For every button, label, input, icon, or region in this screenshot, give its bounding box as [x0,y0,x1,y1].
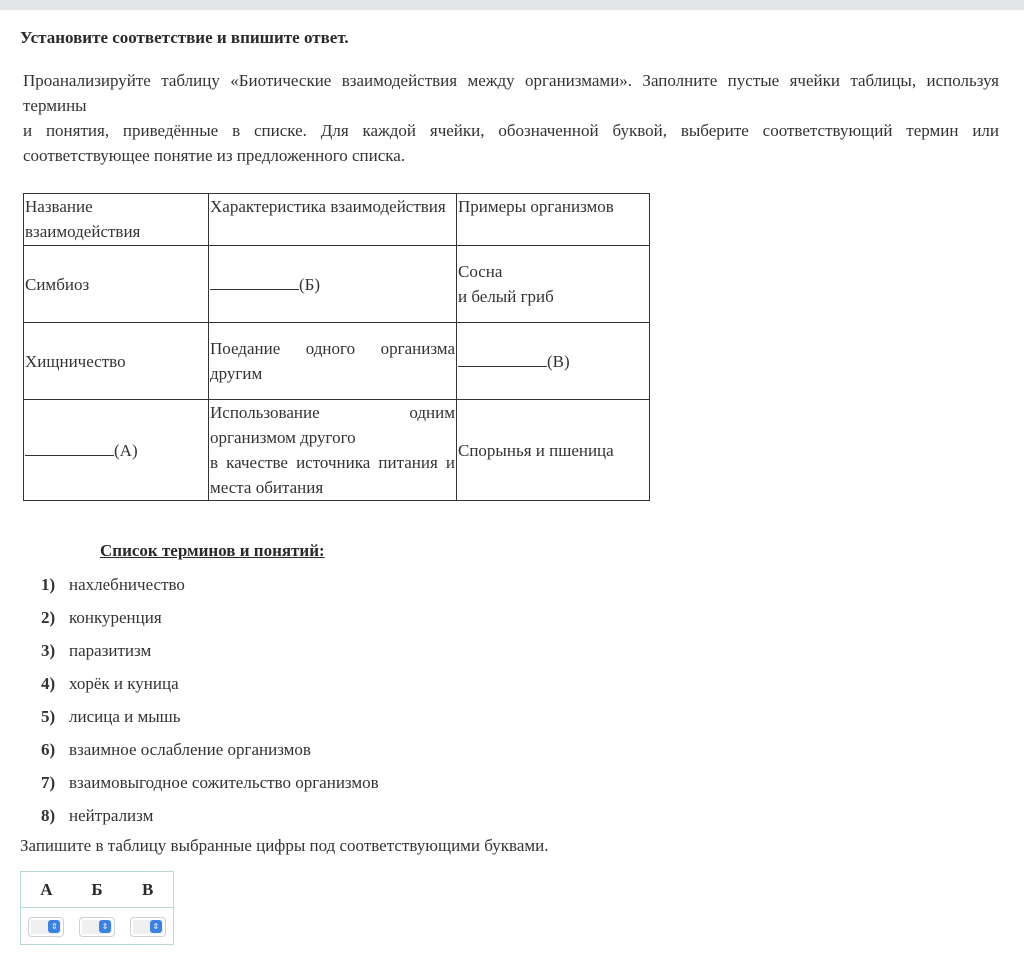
blank-line [25,437,114,456]
term-text: хорёк и куница [69,674,179,693]
header-name: Название взаимодействия [24,194,209,246]
intro-line-3: и понятия, приведённые в списке. Для каждой ячейки, обозначенной буквой, выберите соответствующий термин или [23,121,999,140]
list-item [41,638,379,671]
row2-examples [457,323,650,400]
answer-instruction: Запишите в таблицу выбранные цифры под соответствующими буквами. [20,836,549,855]
list-item [41,671,379,704]
term-text: взаимное ослабление организмов [69,740,311,759]
table-row [24,323,650,400]
answer-select-a[interactable] [28,917,64,937]
answer-letter-v: В [142,879,154,899]
top-bar [0,0,1024,10]
row1-name: Симбиоз [24,246,209,323]
list-item [41,803,379,836]
term-text: взаимовыгодное сожительство организмов [69,773,379,792]
answer-letter-a: А [40,879,53,899]
term-number: 7) [41,773,56,792]
task-intro [23,68,999,168]
intro-line-2: термины [23,96,87,115]
term-number: 2) [41,608,56,627]
term-text: нахлебничество [69,575,185,594]
row2-characteristic-text: Поедание одного организма другим [210,339,455,383]
term-number: 1) [41,575,56,594]
header-characteristic: Характеристика взаимодействия [209,194,457,246]
intro-line-1: Проанализируйте таблицу «Биотические взаимодействия между организмами». Заполните пустые ячейки таблицы, используя [23,71,999,90]
blank-line [458,348,547,367]
table-header-row [24,194,650,246]
answer-cell-b [72,917,123,937]
chevron-up-down-icon: ⇕ [48,920,60,933]
term-text: лисица и мышь [69,707,181,726]
marker-a: (А) [114,441,138,460]
interactions-table [23,193,650,501]
row2-name: Хищничество [24,323,209,400]
terms-list [41,572,379,836]
row1-characteristic [209,246,457,323]
list-item [41,704,379,737]
list-item [41,572,379,605]
marker-b: (Б) [299,275,321,294]
marker-v: (В) [547,352,570,371]
row1-examples-line2: и белый гриб [458,287,554,306]
intro-line-4: соответствующее понятие из предложенного списка. [23,146,406,165]
answer-letter-b: Б [91,879,103,899]
chevron-up-down-icon: ⇕ [150,920,162,933]
header-examples: Примеры организмов [457,194,650,246]
row1-examples-line1: Сосна [458,262,503,281]
row3-characteristic-line1: Использование одним организмом другого [210,403,455,447]
answer-table [20,871,174,945]
list-item [41,737,379,770]
answer-cell-a [21,917,72,937]
row1-examples [457,246,650,323]
term-text: паразитизм [69,641,152,660]
chevron-up-down-icon: ⇕ [99,920,111,933]
term-text: конкуренция [69,608,162,627]
answer-select-b[interactable] [79,917,115,937]
answer-select-v[interactable] [130,917,166,937]
row2-characteristic [209,323,457,400]
row3-characteristic [209,400,457,501]
table-row [24,400,650,501]
term-number: 6) [41,740,56,759]
list-item [41,770,379,803]
term-number: 3) [41,641,56,660]
terms-title: Список терминов и понятий: [100,541,325,560]
table-row [24,246,650,323]
row3-characteristic-line2: в качестве источника питания и места обитания [210,453,455,497]
row3-name [24,400,209,501]
answer-header-row [21,872,173,908]
term-number: 4) [41,674,56,693]
list-item [41,605,379,638]
task-heading: Установите соответствие и впишите ответ. [20,28,349,47]
row3-examples: Спорынья и пшеница [457,400,650,501]
term-number: 8) [41,806,56,825]
answer-cell-v [122,917,173,937]
blank-line [210,271,299,290]
term-text: нейтрализм [69,806,154,825]
term-number: 5) [41,707,56,726]
answer-select-row [21,908,173,945]
